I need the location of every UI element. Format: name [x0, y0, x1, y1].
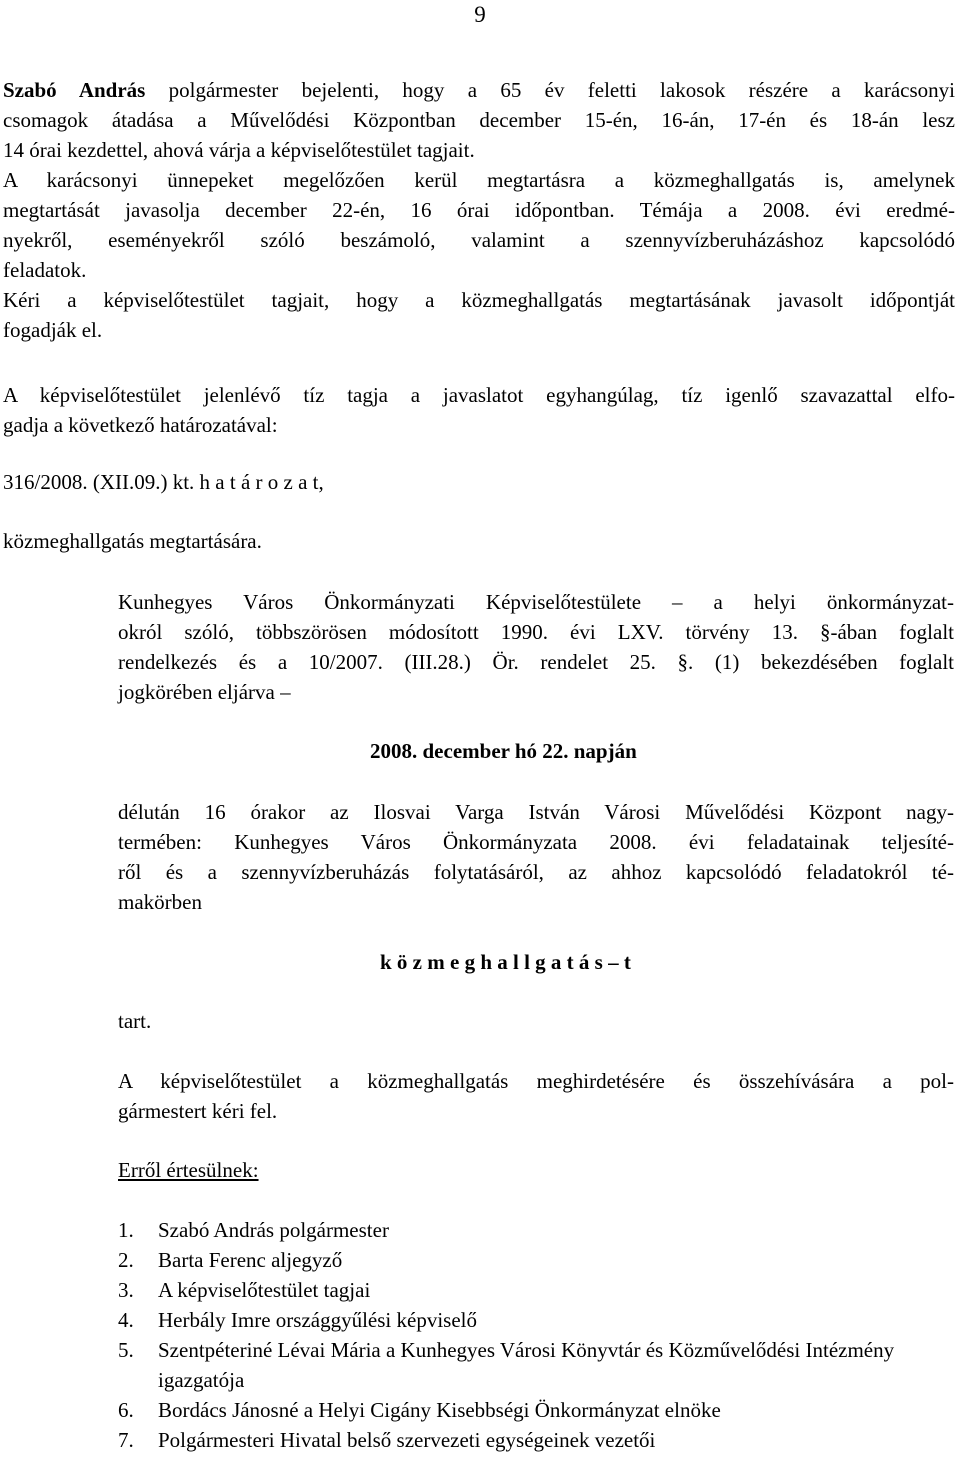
- list-item: 7. Polgármesteri Hivatal belső szervezeti egységeinek vezetői: [118, 1428, 656, 1452]
- recipient-list: [118, 1215, 958, 1455]
- paragraph-line: A karácsonyi ünnepeket megelőzően kerül megtartásra a közmeghallgatás is, amelynek: [3, 168, 955, 192]
- legal-basis-paragraph: [118, 587, 954, 707]
- paragraph-line: csomagok átadása a Művelődési Központban december 15-én, 16-án, 17-én és 18-án lesz: [3, 108, 955, 132]
- paragraph-line: 14 órai kezdettel, ahová várja a képviselőtestület tagjait.: [3, 138, 475, 162]
- mayor-request-paragraph: [118, 1066, 954, 1126]
- paragraph-line: feladatok.: [3, 258, 87, 282]
- paragraph-line: nyekről, eseményekről szóló beszámoló, valamint a szennyvízberuházáshoz kapcsolódó: [3, 228, 955, 252]
- list-item: 6. Bordács Jánosné a Helyi Cigány Kisebbségi Önkormányzat elnöke: [118, 1398, 721, 1422]
- page-number: 9: [474, 2, 486, 27]
- paragraph-line: ről és a szennyvízberuházás folytatásáról, az ahhoz kapcsolódó feladatokról té-: [118, 860, 954, 884]
- list-item: 5. Szentpéteriné Lévai Mária a Kunhegyes Városi Könyvtár és Közművelődési Intézmény igazgatója: [118, 1338, 895, 1392]
- paragraph-line: Kunhegyes Város Önkormányzati Képviselőtestülete – a helyi önkormányzat-: [118, 590, 954, 614]
- paragraph-line: megtartását javasolja december 22-én, 16 órai időpontban. Témája a 2008. évi eredmé-: [3, 198, 955, 222]
- paragraph-line: A képviselőtestület a közmeghallgatás meghirdetésére és összehívására a pol-: [118, 1069, 954, 1093]
- paragraph-line: délután 16 órakor az Ilosvai Varga István Városi Művelődési Központ nagy-: [118, 800, 954, 824]
- notify-heading: Erről értesülnek:: [118, 1158, 259, 1182]
- paragraph-line: makörben: [118, 890, 202, 914]
- public-hearing-heading: k ö z m e g h a l l g a t á s – t: [380, 950, 631, 974]
- paragraph-line: termében: Kunhegyes Város Önkormányzata 2008. évi feladatainak teljesíté-: [118, 830, 954, 854]
- tart-text: tart.: [118, 1009, 152, 1033]
- mayor-name: Szabó András: [3, 78, 146, 102]
- list-item: 1. Szabó András polgármester: [118, 1218, 389, 1242]
- hearing-date: 2008. december hó 22. napján: [370, 739, 637, 763]
- paragraph-line: Kéri a képviselőtestület tagjait, hogy a közmeghallgatás megtartásának javasolt időpontját: [3, 288, 955, 312]
- list-item: 2. Barta Ferenc aljegyző: [118, 1248, 343, 1272]
- hearing-details-paragraph: [118, 797, 954, 917]
- paragraph-line: gadja a következő határozatával:: [3, 413, 278, 437]
- paragraph-line: gármestert kéri fel.: [118, 1099, 278, 1123]
- paragraph-line: fogadják el.: [3, 318, 103, 342]
- list-item: 4. Herbály Imre országgyűlési képviselő: [118, 1308, 477, 1332]
- paragraph-line: rendelkezés és a 10/2007. (III.28.) Ör. rendelet 25. §. (1) bekezdésében foglalt: [118, 650, 954, 674]
- paragraph-line: A képviselőtestület jelenlévő tíz tagja a javaslatot egyhangúlag, tíz igenlő szavazattal elfo-: [3, 383, 955, 407]
- paragraph-line: Szabó András polgármester bejelenti, hogy a 65 év feletti lakosok részére a karácsonyi: [3, 78, 955, 102]
- announcement-paragraph: [3, 75, 955, 345]
- vote-paragraph: [3, 380, 955, 440]
- resolution-subject: közmeghallgatás megtartására.: [3, 529, 262, 553]
- paragraph-line: jogkörében eljárva –: [118, 680, 291, 704]
- resolution-number: 316/2008. (XII.09.) kt. h a t á r o z a t,: [3, 470, 324, 494]
- list-item: 3. A képviselőtestület tagjai: [118, 1278, 371, 1302]
- paragraph-line: okról szóló, többszörösen módosított 1990. évi LXV. törvény 13. §-ában foglalt: [118, 620, 954, 644]
